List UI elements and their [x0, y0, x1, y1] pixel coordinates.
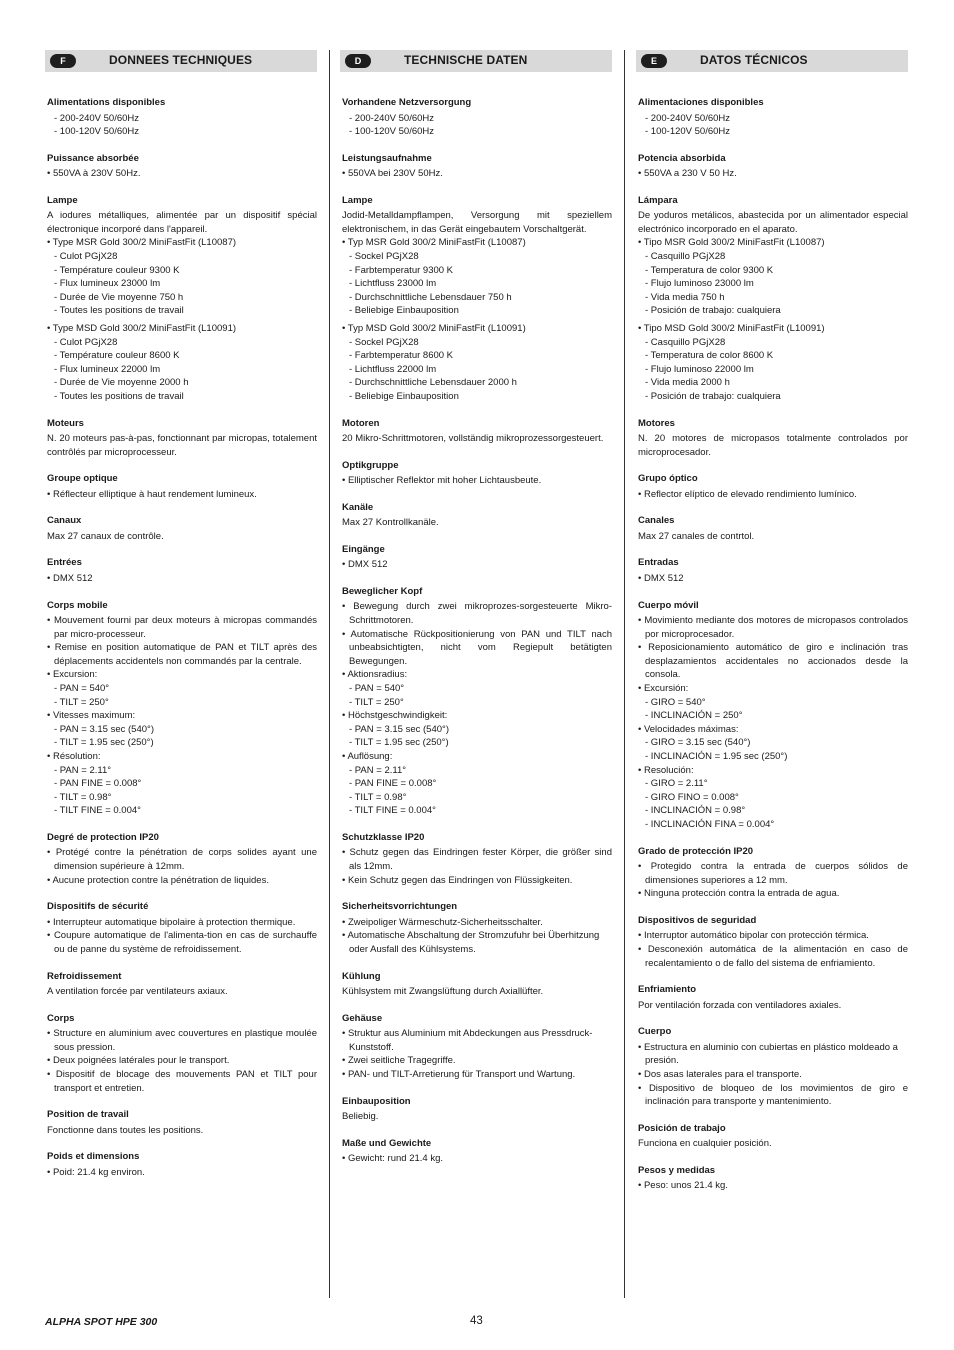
spec-section [342, 831, 612, 887]
spec-line: - Sockel PGjX28 [349, 251, 419, 263]
spec-section-title: Kanäle [342, 501, 374, 513]
spec-line: - TILT = 0.98° [349, 791, 407, 803]
spec-line: • Kein Schutz gegen das Eindringen von Flüssigkeiten. [342, 874, 573, 886]
spec-line: - INCLINACIÓN = 250° [645, 710, 743, 722]
spec-section [47, 152, 317, 181]
spec-line: - Posición de trabajo: cualquiera [645, 391, 781, 402]
spec-line: - PAN = 540° [349, 683, 405, 695]
spec-section [47, 1012, 317, 1095]
column-header [340, 50, 612, 72]
spec-line: • 550VA à 230V 50Hz. [47, 168, 141, 180]
spec-line: - TILT = 1.95 sec (250°) [54, 737, 154, 749]
footer-product-name: ALPHA SPOT HPE 300 [45, 1316, 158, 1328]
spec-line: • Interruptor automático bipolar con protección térmica. [638, 930, 869, 942]
column-body [636, 72, 908, 1193]
spec-line: • Structure en aluminium avec couvertures en plastique moulée sous pression. [47, 1028, 317, 1053]
spec-section [638, 983, 908, 1012]
spec-line: • Interrupteur automatique bipolaire à protection thermique. [47, 916, 296, 928]
spec-line: • Typ MSR Gold 300/2 MiniFastFit (L10087) [342, 237, 526, 249]
spec-line: • Zwei seitliche Tragegriffe. [342, 1055, 456, 1067]
spec-line: • Desconexión automática de la alimentación en caso de recalentamiento o de fallo del sistema de enfriamiento. [638, 943, 908, 969]
spec-section-title: Einbauposition [342, 1095, 411, 1107]
spec-line: - 100-120V 50/60Hz [645, 126, 731, 138]
spec-line: - Flujo luminoso 23000 lm [645, 278, 754, 290]
spec-line: - 200-240V 50/60Hz [349, 112, 435, 124]
spec-line: Fonctionne dans toutes les positions. [47, 1124, 204, 1136]
spec-line: • Vitesses maximum: [47, 710, 136, 722]
spec-line: • Type MSD Gold 300/2 MiniFastFit (L10091) [47, 323, 237, 335]
spec-line: - Farbtemperatur 8600 K [349, 350, 454, 362]
spec-section [638, 1122, 908, 1151]
column-title: TECHNISCHE DATEN [404, 53, 528, 67]
spec-line: • Poid: 21.4 kg environ. [47, 1166, 145, 1178]
spec-section-title: Vorhandene Netzversorgung [342, 97, 472, 108]
spec-section [342, 1012, 612, 1082]
spec-line: • Mouvement fourni par deux moteurs à micropas commandés par micro-processeur. [47, 615, 317, 640]
spec-line: - Temperatura de color 8600 K [645, 350, 774, 362]
spec-section-title: Entrées [47, 557, 82, 569]
spec-line: - Durée de Vie moyenne 750 h [54, 291, 184, 303]
spec-line: • Bewegung durch zwei mikroprozes-sorgesteuerte Mikro-Schrittmotoren. [342, 601, 612, 627]
spec-line: - PAN = 2.11° [349, 764, 407, 776]
language-badge: E [641, 54, 667, 68]
spec-section [47, 900, 317, 956]
spec-line: - Durchschnittliche Lebensdauer 750 h [349, 291, 512, 303]
spec-section [342, 1137, 612, 1166]
spec-line: - Température couleur 8600 K [54, 350, 180, 362]
spec-section-title: Lampe [47, 194, 78, 206]
spec-line: • 550VA a 230 V 50 Hz. [638, 168, 737, 180]
column-divider-right [624, 50, 625, 1298]
spec-line: • Höchstgeschwindigkeit: [342, 710, 448, 722]
spec-section-title: Beweglicher Kopf [342, 585, 423, 597]
spec-section-title: Groupe optique [47, 473, 118, 485]
spec-line: - TILT FINE = 0.004° [54, 805, 141, 817]
spec-section-title: Enfriamiento [638, 984, 697, 996]
spec-line: • Typ MSD Gold 300/2 MiniFastFit (L10091) [342, 323, 526, 335]
spec-line: - Temperatura de color 9300 K [645, 264, 774, 276]
spec-section-title: Alimentations disponibles [47, 97, 166, 108]
spec-line: - GIRO = 540° [645, 696, 706, 708]
spec-line: - 200-240V 50/60Hz [54, 112, 140, 124]
spec-line: Por ventilación forzada con ventiladores axiales. [638, 999, 842, 1011]
spec-section-title: Position de travail [47, 1109, 129, 1121]
spec-line: • 550VA bei 230V 50Hz. [342, 168, 443, 180]
spec-section [47, 472, 317, 501]
spec-line: • Deux poignées latérales pour le transport. [47, 1055, 230, 1067]
spec-line: • DMX 512 [638, 572, 684, 584]
spec-section [342, 152, 612, 181]
spec-line: - PAN = 3.15 sec (540°) [349, 723, 449, 735]
spec-line: - Beliebige Einbauposition [349, 305, 459, 317]
spec-section-title: Optikgruppe [342, 459, 399, 471]
spec-section [638, 514, 908, 543]
spec-section [342, 585, 612, 818]
spec-section-title: Lampe [342, 194, 373, 206]
spec-line: - 100-120V 50/60Hz [54, 126, 140, 138]
spec-line: - Lichtfluss 22000 lm [349, 363, 437, 375]
spec-section-title: Potencia absorbida [638, 152, 726, 164]
spec-section-title: Pesos y medidas [638, 1164, 716, 1176]
spec-section [47, 831, 317, 887]
spec-line: • Réflecteur elliptique à haut rendement lumineux. [47, 488, 257, 500]
spec-line: • Zweipoliger Wärmeschutz-Sicherheitsschalter. [342, 916, 543, 928]
column-title: DONNEES TECHNIQUES [109, 53, 253, 67]
spec-section [342, 459, 612, 488]
spec-line: - GIRO = 3.15 sec (540°) [645, 737, 751, 749]
column-header [45, 50, 317, 72]
column-german [340, 50, 612, 1166]
column-title: DATOS TÉCNICOS [700, 53, 808, 67]
spec-section-title: Schutzklasse IP20 [342, 831, 425, 843]
spec-section [638, 152, 908, 181]
spec-line: • PAN- und TILT-Arretierung für Transport und Wartung. [342, 1068, 576, 1080]
spec-line: Beliebig. [342, 1111, 379, 1122]
spec-line: - GIRO FINO = 0.008° [645, 791, 739, 803]
spec-line: - Culot PGjX28 [54, 336, 118, 348]
spec-line: - Lichtfluss 23000 lm [349, 278, 437, 290]
spec-line: - Température couleur 9300 K [54, 264, 180, 276]
spec-line: • DMX 512 [342, 559, 388, 571]
spec-line: - PAN = 3.15 sec (540°) [54, 723, 154, 735]
spec-line: • Excursion: [47, 669, 98, 681]
spec-section [47, 1108, 317, 1137]
spec-line: • Dispositivo de bloqueo de los movimientos de giro e inclinación para transporte y mantenimiento. [638, 1082, 908, 1108]
spec-section [638, 556, 908, 585]
spec-line: - Beliebige Einbauposition [349, 391, 459, 402]
spec-section-title: Cuerpo móvil [638, 599, 699, 611]
spec-line: - Casquillo PGjX28 [645, 251, 726, 263]
spec-line: - Culot PGjX28 [54, 251, 118, 263]
column-divider-left [329, 50, 330, 1298]
spec-section [342, 1095, 612, 1124]
spec-line: - PAN = 540° [54, 683, 110, 695]
spec-line: - Toutes les positions de travail [54, 305, 184, 317]
spec-section [638, 472, 908, 501]
spec-section [342, 543, 612, 572]
spec-section-title: Gehäuse [342, 1012, 383, 1024]
spec-line: - GIRO = 2.11° [645, 778, 708, 790]
spec-line: - INCLINACIÓN = 0.98° [645, 805, 746, 817]
spec-section [638, 845, 908, 901]
spec-line: • Remise en position automatique de PAN et TILT après des déplacements accidentels non commandés par la centrale. [47, 642, 317, 667]
spec-section [638, 599, 908, 832]
spec-section [47, 417, 317, 460]
spec-line: - TILT FINE = 0.004° [349, 805, 436, 817]
spec-line: - TILT = 250° [349, 696, 404, 708]
spec-section-title: Dispositivos de seguridad [638, 914, 757, 926]
spec-line: • Automatische Rückpositionierung von PAN und TILT nach unbeabsichtigten, nicht vom Regiepult betätigten Bewegungen. [342, 628, 612, 667]
spec-line: • Reflector elíptico de elevado rendimiento lumínico. [638, 488, 857, 500]
spec-line: • Struktur aus Aluminium mit Abdeckungen aus Pressdruck-Kunststoff. [342, 1028, 593, 1053]
spec-line: • Aktionsradius: [342, 669, 408, 681]
spec-line: A iodures métalliques, alimentée par un dispositif spécial électronique incorporé dans l'appareil. [47, 210, 317, 235]
spec-line: - Durchschnittliche Lebensdauer 2000 h [349, 377, 517, 389]
page-number: 43 [470, 1315, 483, 1327]
spec-line: • Coupure automatique de l'alimenta-tion en cas de surchauffe ou de panne du système de refroidissement. [47, 930, 317, 955]
spec-line: • Tipo MSD Gold 300/2 MiniFastFit (L10091) [638, 323, 825, 335]
spec-section-title: Sicherheitsvorrichtungen [342, 901, 458, 913]
spec-section [638, 1164, 908, 1193]
spec-line: - Casquillo PGjX28 [645, 336, 726, 348]
spec-line: - Vida media 2000 h [645, 377, 730, 389]
spec-section [342, 900, 612, 956]
spec-section-title: Canales [638, 515, 675, 527]
spec-line: Jodid-Metalldampflampen, Versorgung mit speziellem elektronischem, in das Gerät eingebautem Vorschaltgerät. [342, 210, 612, 235]
spec-line: - INCLINACIÓN = 1.95 sec (250°) [645, 751, 788, 762]
spec-section [47, 1150, 317, 1179]
spec-section-title: Degré de protection IP20 [47, 831, 159, 843]
spec-line: - PAN FINE = 0.008° [54, 778, 142, 790]
spec-section [638, 914, 908, 970]
spec-line: • Resolución: [638, 764, 694, 776]
spec-line: • Automatische Abschaltung der Stromzufuhr bei Überhitzung oder Ausfall des Kühlsystems. [342, 930, 600, 955]
spec-section [342, 501, 612, 530]
spec-line: Max 27 canales de contrtol. [638, 530, 755, 542]
spec-line: - Sockel PGjX28 [349, 336, 419, 348]
spec-section-title: Alimentaciones disponibles [638, 97, 764, 108]
language-badge: D [345, 54, 371, 68]
spec-section-title: Motores [638, 417, 675, 429]
spec-line: • Schutz gegen das Eindringen fester Körper, die größer sind als 12mm. [342, 847, 612, 873]
spec-section [47, 599, 317, 818]
spec-line: • Estructura en aluminio con cubiertas en plástico moldeado a presión. [638, 1041, 898, 1067]
spec-line: N. 20 moteurs pas-à-pas, fonctionnant par micropas, totalement contrôlés par microprocesseur. [47, 433, 317, 458]
column-body [340, 72, 612, 1166]
spec-line: - TILT = 0.98° [54, 791, 112, 803]
spec-line: - Durée de Vie moyenne 2000 h [54, 377, 189, 389]
spec-section [47, 96, 317, 139]
spec-line: A ventilation forcée par ventilateurs axiaux. [47, 986, 228, 998]
spec-line: N. 20 motores de micropasos totalmente controlados por microprocesador. [638, 433, 908, 458]
spec-line: - TILT = 1.95 sec (250°) [349, 737, 449, 749]
spec-section-title: Corps [47, 1012, 75, 1024]
spec-section-title: Cuerpo [638, 1026, 672, 1038]
spec-section [47, 194, 317, 404]
spec-section-title: Posición de trabajo [638, 1122, 726, 1134]
spec-section-title: Refroidissement [47, 970, 122, 982]
spec-section [342, 194, 612, 404]
spec-line: • Protégé contre la pénétration de corps solides ayant une dimension supérieure à 12mm. [47, 847, 317, 873]
spec-line: • Peso: unos 21.4 kg. [638, 1180, 728, 1192]
spec-line: • Movimiento mediante dos motores de micropasos controlados por microprocesador. [638, 615, 908, 640]
spec-line: • Auflösung: [342, 751, 393, 762]
spec-line: - PAN = 2.11° [54, 764, 112, 776]
spec-section-title: Eingänge [342, 543, 385, 555]
spec-section-title: Moteurs [47, 417, 84, 429]
spec-line: - Flux lumineux 22000 lm [54, 363, 161, 375]
column-spanish [636, 50, 908, 1193]
spec-line: - Vida media 750 h [645, 291, 725, 303]
spec-section [638, 194, 908, 404]
spec-section [342, 417, 612, 446]
spec-section [342, 970, 612, 999]
spec-line: - Toutes les positions de travail [54, 391, 184, 402]
spec-line: • Reposicionamiento automático de giro e inclinación tras desplazamientos accidentales no accionados desde la consola. [638, 642, 908, 681]
spec-line: - 200-240V 50/60Hz [645, 112, 731, 124]
spec-section [638, 96, 908, 139]
spec-line: • Elliptischer Reflektor mit hoher Lichtausbeute. [342, 475, 542, 487]
spec-line: • Velocidades máximas: [638, 723, 739, 735]
spec-section-title: Kühlung [342, 970, 381, 982]
spec-line: De yoduros metálicos, abastecida por un alimentador especial electrónico incorporado en el aparato. [638, 210, 908, 235]
spec-line: • Protegido contra la entrada de cuerpos sólidos de dimensiones superiores a 12 mm. [638, 861, 908, 886]
spec-section-title: Entradas [638, 557, 679, 569]
spec-section-title: Lámpara [638, 194, 678, 206]
spec-line: - Farbtemperatur 9300 K [349, 264, 454, 276]
spec-line: - Posición de trabajo: cualquiera [645, 305, 781, 317]
column-header [636, 50, 908, 72]
spec-section-title: Poids et dimensions [47, 1151, 140, 1163]
spec-line: • Excursión: [638, 683, 689, 695]
spec-line: - Flux lumineux 23000 lm [54, 278, 161, 290]
spec-section-title: Motoren [342, 417, 380, 429]
spec-section [638, 1025, 908, 1108]
spec-section-title: Leistungsaufnahme [342, 152, 432, 164]
spec-line: - 100-120V 50/60Hz [349, 126, 435, 138]
spec-section-title: Grupo óptico [638, 473, 698, 485]
spec-line: Max 27 canaux de contrôle. [47, 530, 164, 542]
spec-line: - PAN FINE = 0.008° [349, 778, 437, 790]
spec-section-title: Corps mobile [47, 599, 108, 611]
spec-line: - Flujo luminoso 22000 lm [645, 363, 754, 375]
spec-section [47, 970, 317, 999]
spec-line: • Gewicht: rund 21.4 kg. [342, 1153, 444, 1165]
spec-section [638, 417, 908, 460]
spec-section-title: Dispositifs de sécurité [47, 901, 149, 913]
spec-line: • Dos asas laterales para el transporte. [638, 1068, 802, 1080]
spec-line: Kühlsystem mit Zwangslüftung durch Axiallüfter. [342, 986, 544, 998]
language-badge: F [50, 54, 76, 68]
spec-section-title: Grado de protección IP20 [638, 845, 754, 857]
spec-line: 20 Mikro-Schrittmotoren, vollständig mikroprozessorgesteuert. [342, 433, 604, 445]
column-body [45, 72, 317, 1179]
column-french [45, 50, 317, 1179]
spec-section [47, 514, 317, 543]
spec-section-title: Maße und Gewichte [342, 1137, 432, 1149]
spec-line: • DMX 512 [47, 572, 93, 584]
spec-section-title: Puissance absorbée [47, 152, 139, 164]
spec-section [47, 556, 317, 585]
spec-line: • Tipo MSR Gold 300/2 MiniFastFit (L10087) [638, 237, 825, 249]
spec-line: Funciona en cualquier posición. [638, 1138, 772, 1150]
spec-section-title: Canaux [47, 515, 82, 527]
spec-line: - TILT = 250° [54, 696, 109, 708]
spec-line: • Dispositif de blocage des mouvements PAN et TILT pour transport et entretien. [47, 1068, 317, 1094]
spec-section [342, 96, 612, 139]
spec-line: • Aucune protection contre la pénétration de liquides. [47, 874, 269, 886]
spec-line: • Ninguna protección contra la entrada de agua. [638, 888, 840, 900]
spec-line: • Résolution: [47, 751, 101, 762]
spec-line: - INCLINACIÓN FINA = 0.004° [645, 818, 775, 830]
spec-line: • Type MSR Gold 300/2 MiniFastFit (L10087) [47, 237, 237, 249]
spec-line: Max 27 Kontrollkanäle. [342, 517, 439, 529]
